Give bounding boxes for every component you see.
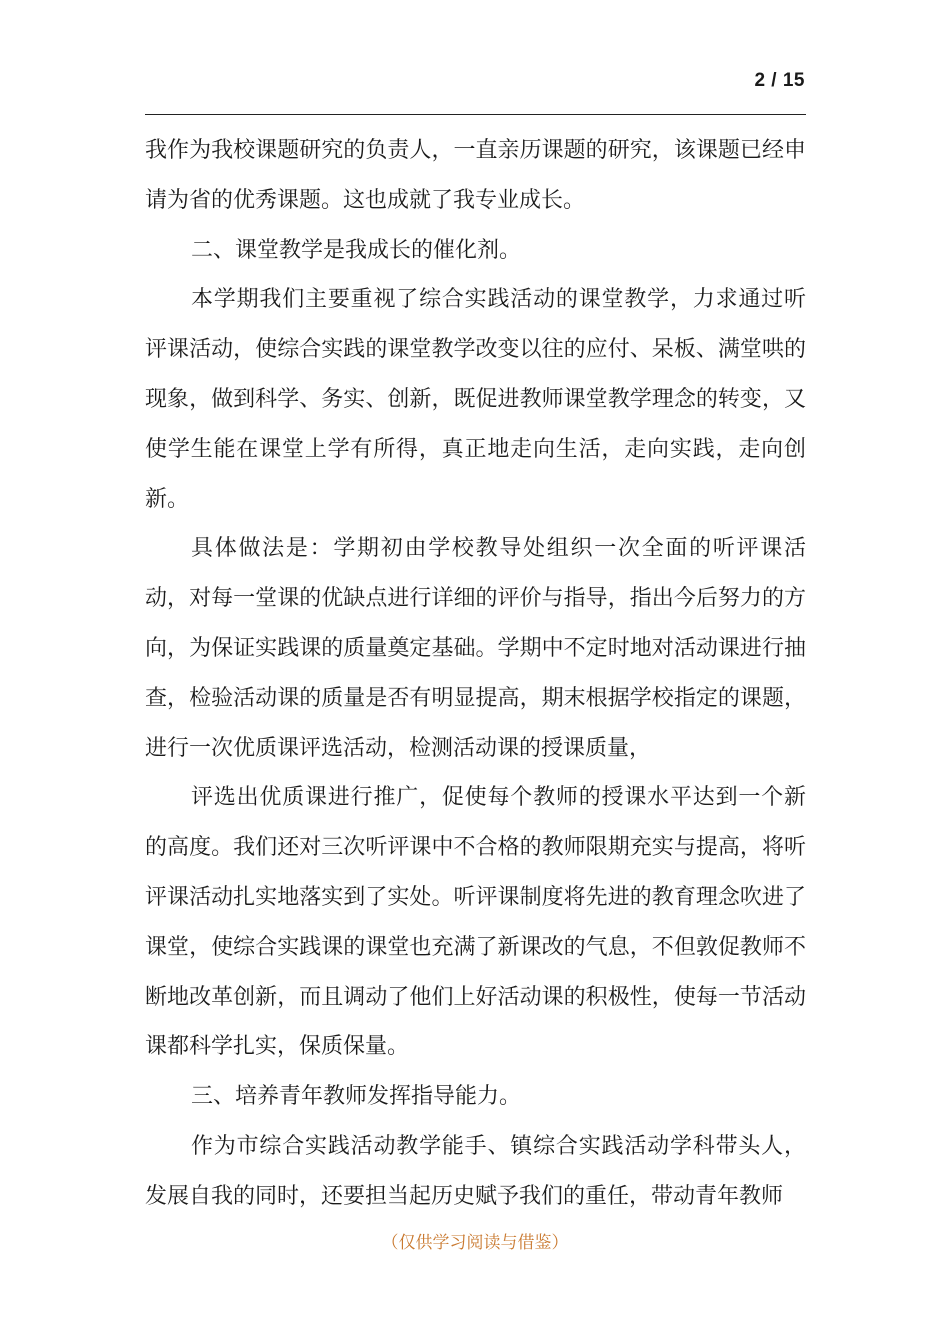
page-number: 2 / 15 [754, 70, 805, 91]
document-body [145, 126, 806, 1222]
header-divider [145, 114, 806, 115]
section-heading-3: 三、培养青年教师发挥指导能力。 [191, 1084, 522, 1110]
paragraph: 具体做法是：学期初由学校教导处组织一次全面的听评课活动，对每一堂课的优缺点进行详细的评价与指导，指出今后努力的方向，为保证实践课的质量奠定基础。学期中不定时地对活动课进行抽查，检验活动课的质量是否有明显提高，期末根据学校指定的课题，进行一次优质课评选活动，检测活动课的授课质量， [145, 536, 806, 761]
section-heading-2: 二、课堂教学是我成长的催化剂。 [191, 237, 522, 263]
paragraph-continuation: 我作为我校课题研究的负责人，一直亲历课题的研究，该课题已经申请为省的优秀课题。这也成就了我专业成长。 [145, 138, 806, 213]
paragraph: 评选出优质课进行推广，促使每个教师的授课水平达到一个新的高度。我们还对三次听评课中不合格的教师限期充实与提高，将听评课活动扎实地落实到了实处。听评课制度将先进的教育理念吹进了课堂，使综合实践课的课堂也充满了新课改的气息，不但敦促教师不断地改革创新，而且调动了他们上好活动课的积极性，使每一节活动课都科学扎实，保质保量。 [145, 785, 806, 1060]
footer-disclaimer: （仅供学习阅读与借鉴） [381, 1233, 569, 1253]
paragraph: 作为市综合实践活动教学能手、镇综合实践活动学科带头人，发展自我的同时，还要担当起历史赋予我们的重任，带动青年教师 [145, 1133, 806, 1209]
paragraph: 本学期我们主要重视了综合实践活动的课堂教学，力求通过听评课活动，使综合实践的课堂教学改变以往的应付、呆板、满堂哄的现象，做到科学、务实、创新，既促进教师课堂教学理念的转变，又使学生能在课堂上学有所得，真正地走向生活，走向实践，走向创新。 [145, 287, 806, 512]
